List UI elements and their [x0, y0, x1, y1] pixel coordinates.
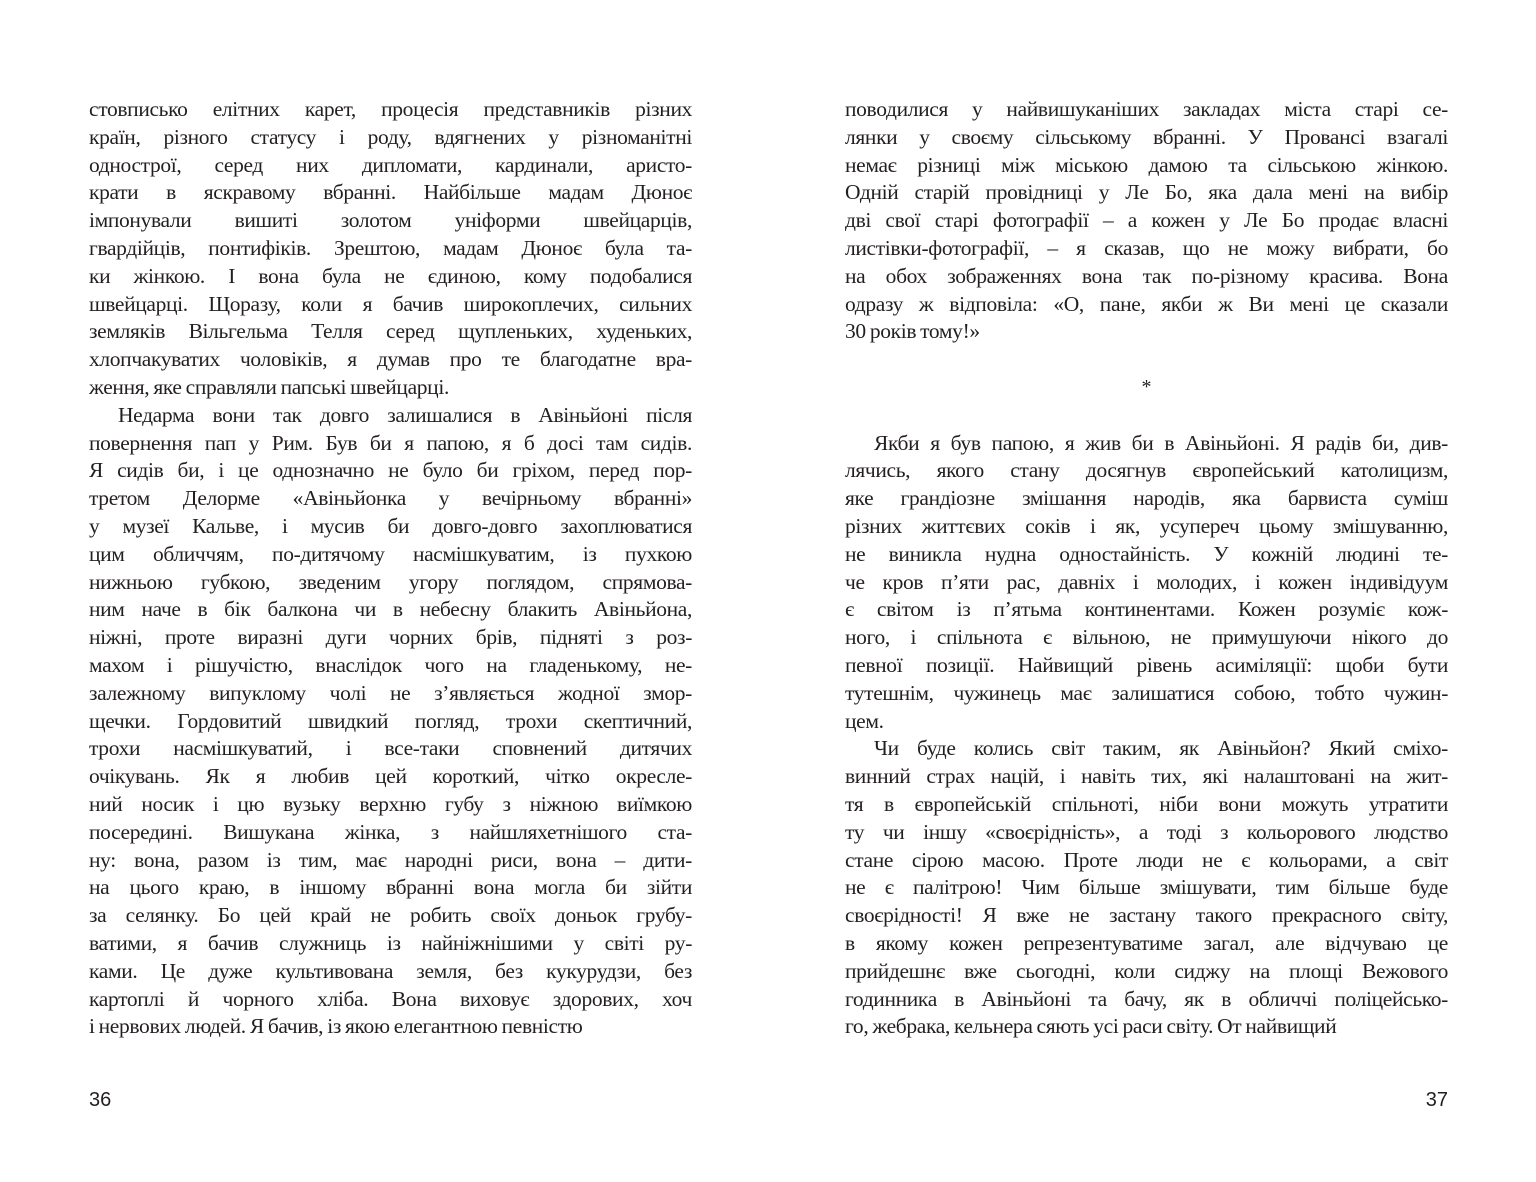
text-line: Якби я був папою, я жив би в Авіньйоні. Я радів би, див-: [874, 430, 1448, 455]
section-spacer: [845, 346, 1448, 374]
text-line: че кров п’яти рас, давніх і молодих, і кожен індивідуум: [845, 569, 1448, 594]
text-line: цим обличчям, по-дитячому насмішкуватим, із пухкою: [89, 541, 692, 566]
text-line: не є палітрою! Чим більше змішувати, тим більше буде: [845, 875, 1448, 900]
page-number-right: 37: [1425, 1089, 1448, 1111]
text-line: стане сірою масою. Проте люди не є кольорами, а світ: [845, 847, 1448, 872]
text-line: ки жінкою. І вона була не єдиною, кому подобалися: [89, 263, 692, 288]
text-line: країн, різного статусу і роду, вдягнених у різноманітні: [89, 124, 692, 149]
text-line: цем.: [845, 708, 884, 733]
text-line: ватими, я бачив служниць із найніжнішими у світі ру-: [89, 930, 692, 955]
text-line: лячись, якого стану досягнув європейський католицизм,: [845, 458, 1448, 483]
text-line: за селянку. Бо цей край не робить своїх доньок грубу-: [89, 903, 692, 928]
text-line: очікувань. Як я любив цей короткий, чітко окресле-: [89, 764, 692, 789]
text-line: картоплі й чорного хліба. Вона виховує здорових, хоч: [89, 986, 692, 1011]
text-line: ження, яке справляли папські швейцарці.: [89, 374, 449, 399]
text-line: махом і рішучістю, внаслідок чого на гладенькому, не-: [89, 652, 692, 677]
text-line: 30 років тому!»: [845, 319, 980, 344]
section-break-asterisk: *: [1141, 375, 1152, 398]
text-line: імпонували вишиті золотом уніформи швейцарців,: [89, 208, 692, 233]
text-line: винний страх націй, і навіть тих, які налаштовані на жит-: [845, 764, 1448, 789]
left-page-text: [89, 96, 692, 1041]
text-line: листівки-фотографії, – я сказав, що не можу вибрати, бо: [845, 235, 1448, 260]
text-line: прийдешнє вже сьогодні, коли сиджу на площі Вежового: [845, 958, 1448, 983]
text-line: певної позиції. Найвищий рівень асиміляції: щоби бути: [845, 652, 1448, 677]
text-line: тя в європейській спільноті, ніби вони можуть утратити: [845, 791, 1448, 816]
text-line: на цього краю, в іншому вбранні вона могла би зійти: [89, 875, 692, 900]
text-line: годинника в Авіньйоні та бачу, як в обличчі поліцейсько-: [845, 986, 1448, 1011]
text-line: го, жебрака, кельнера сяють усі раси світу. От найвищий: [845, 1014, 1337, 1039]
right-page: [768, 0, 1536, 1182]
text-line: одразу ж відповіла: «О, пане, якби ж Ви мені це сказали: [845, 291, 1448, 316]
text-line: і нервових людей. Я бачив, із якою елегантною певністю: [89, 1014, 583, 1039]
text-line: немає різниці між міською дамою та сільською жінкою.: [845, 152, 1448, 177]
text-line: ками. Це дуже культивована земля, без кукурудзи, без: [89, 958, 692, 983]
text-line: на обох зображеннях вона так по-різному красива. Вона: [845, 263, 1448, 288]
text-line: крати в яскравому вбранні. Найбільше мадам Дюноє: [89, 180, 692, 205]
text-line: стовписько елітних карет, процесія представників різних: [89, 97, 692, 121]
text-line: лянки у своєму сільському вбранні. У Провансі взагалі: [845, 124, 1448, 149]
text-line: є світом із п’ятьма континентами. Кожен розуміє кож-: [845, 597, 1448, 622]
text-line: ний носик і цю вузьку верхню губу з ніжною виїмкою: [89, 791, 692, 816]
text-line: поводилися у найвишуканіших закладах міста старі се-: [845, 97, 1448, 121]
text-line: Недарма вони так довго залишалися в Авіньйоні після: [118, 402, 692, 427]
text-line: посередині. Вишукана жінка, з найшляхетнішого ста-: [89, 819, 692, 844]
text-line: щечки. Гордовитий швидкий погляд, трохи скептичний,: [89, 708, 692, 733]
text-line: Одній старій провідниці у Ле Бо, яка дала мені на вибір: [845, 180, 1448, 205]
text-line: в якому кожен репрезентуватиме загал, але відчуваю це: [845, 930, 1448, 955]
text-line: Чи буде колись світ таким, як Авіньйон? Який сміхо-: [874, 736, 1448, 761]
text-line: залежному випуклому чолі не з’являється жодної змор-: [89, 680, 692, 705]
text-line: різних життєвих соків і як, усупереч цьому змішуванню,: [845, 513, 1448, 538]
text-line: швейцарці. Щоразу, коли я бачив широкоплечих, сильних: [89, 291, 692, 316]
text-line: яке грандіозне змішання народів, яка барвиста суміш: [845, 486, 1448, 511]
text-line: не виникла нудна одностайність. У кожній людині те-: [845, 541, 1448, 566]
text-line: ним наче в бік балкона чи в небесну блакить Авіньйона,: [89, 597, 692, 622]
text-line: ного, і спільнота є вільною, не примушуючи нікого до: [845, 625, 1448, 650]
text-line: трохи насмішкуватий, і все-таки сповнений дитячих: [89, 736, 692, 761]
text-line: Я сидів би, і це однозначно не було би гріхом, перед пор-: [89, 458, 692, 483]
text-line: третом Делорме «Авіньйонка у вечірньому вбранні»: [89, 486, 692, 511]
text-line: гвардійців, понтифіків. Зрештою, мадам Дюноє була та-: [89, 235, 692, 260]
text-line: нижньою губкою, зведеним угору поглядом, спрямова-: [89, 569, 692, 594]
right-page-text: [845, 96, 1448, 1041]
text-line: своєрідності! Я вже не застану такого прекрасного світу,: [845, 903, 1448, 928]
text-line: однострої, серед них дипломати, кардинали, аристо-: [89, 152, 692, 177]
text-line: тутешнім, чужинець має залишатися собою, тобто чужин-: [845, 680, 1448, 705]
text-line: ту чи іншу «своєрідність», а тоді з кольорового людство: [845, 819, 1448, 844]
text-line: у музеї Кальве, і мусив би довго-довго захоплюватися: [89, 513, 692, 538]
text-line: ну: вона, разом із тим, має народні риси, вона – дити-: [89, 847, 692, 872]
section-spacer: [845, 402, 1448, 430]
page-number-left: 36: [89, 1089, 112, 1111]
text-line: хлопчакуватих чоловіків, я думав про те благодатне вра-: [89, 347, 692, 372]
text-line: повернення пап у Рим. Був би я папою, я б досі там сидів.: [89, 430, 692, 455]
text-line: ніжні, проте виразні дуги чорних брів, підняті з роз-: [89, 625, 692, 650]
text-line: земляків Вільгельма Телля серед щупленьких, худеньких,: [89, 319, 692, 344]
text-line: дві свої старі фотографії – а кожен у Ле Бо продає власні: [845, 208, 1448, 233]
